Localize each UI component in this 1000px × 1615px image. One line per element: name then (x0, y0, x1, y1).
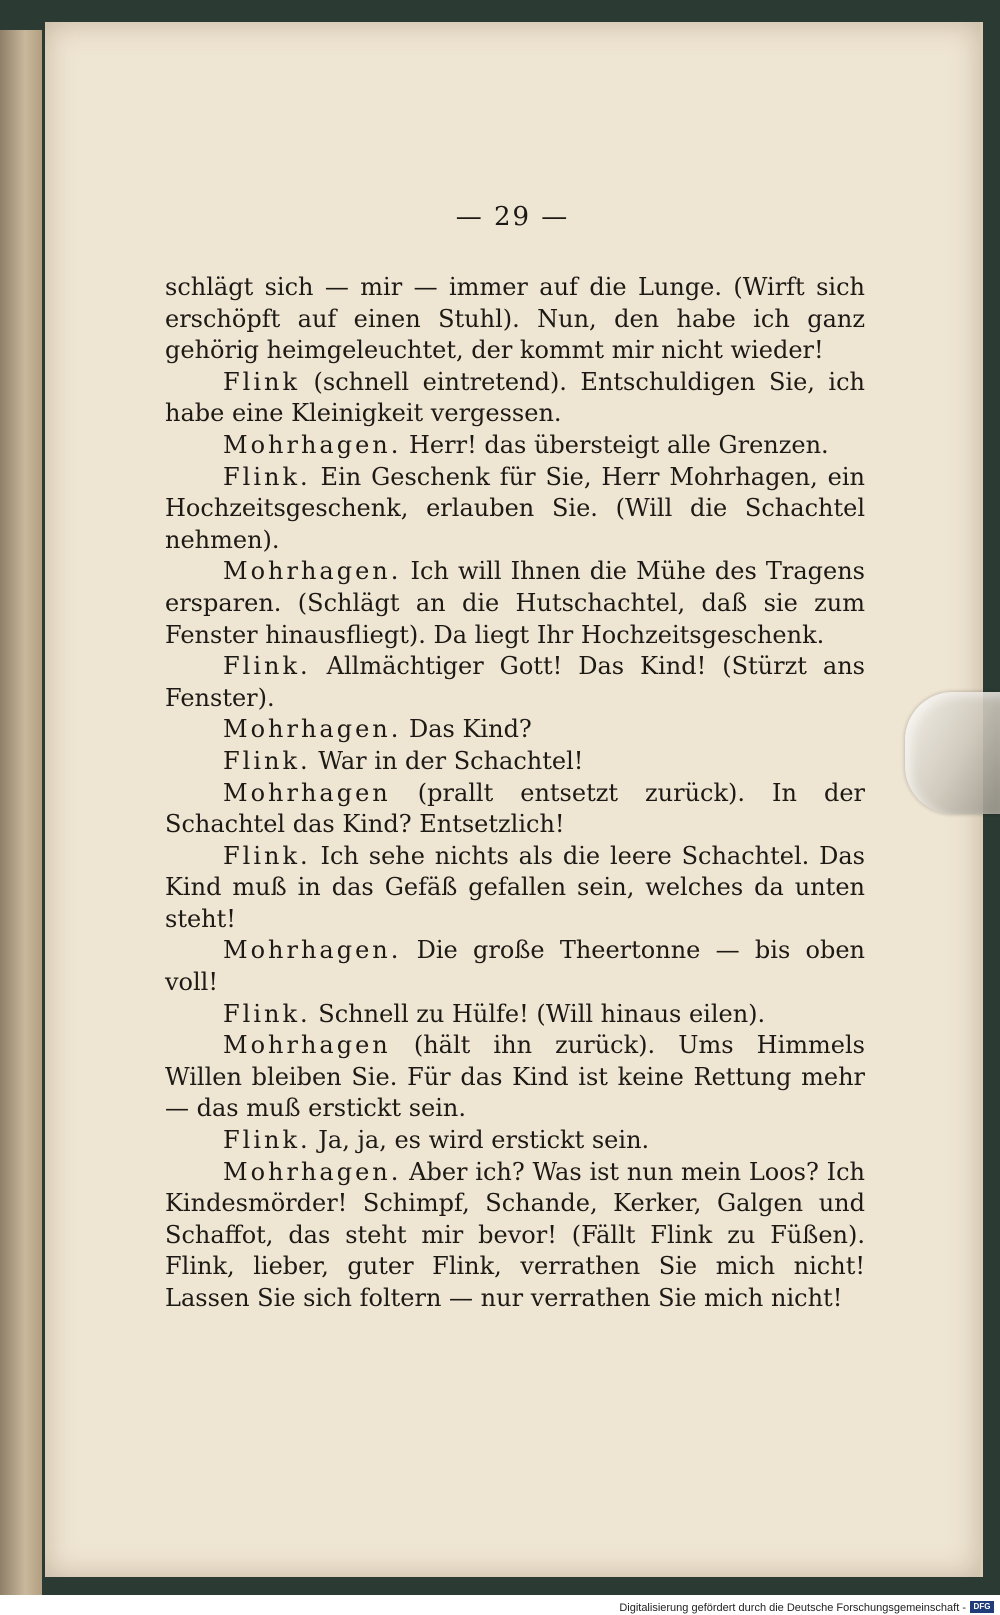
paragraph-text: War in der Schachtel! (310, 746, 584, 775)
speaker-name: Mohrhagen. (223, 715, 402, 744)
thumb-clip-image (905, 692, 1000, 814)
paragraph (165, 999, 865, 1031)
paragraph-text: Ja, ja, es wird erstickt sein. (310, 1126, 650, 1155)
speaker-name: Mohrhagen. (223, 430, 402, 459)
speaker-name: Flink. (223, 746, 311, 775)
paragraph (165, 841, 865, 936)
paragraph (165, 367, 865, 430)
paragraph (165, 935, 865, 998)
paragraph-text: Schnell zu Hülfe! (Will hinaus eilen). (310, 999, 766, 1028)
paragraph (165, 746, 865, 778)
paragraph (165, 778, 865, 841)
paragraph (165, 462, 865, 557)
footer-credit: Digitalisierung gefördert durch die Deutsche Forschungsgemeinschaft - (619, 1601, 966, 1614)
paragraph-text: (prallt entsetzt zurück). In der Schachtel das Kind? Entsetzlich! (165, 778, 865, 839)
paragraph (165, 1157, 865, 1315)
speaker-name: Mohrhagen. (223, 936, 402, 965)
paragraph (165, 714, 865, 746)
page-number: — 29 — (455, 202, 570, 232)
footer-bar (0, 1595, 1000, 1615)
paragraph-text: Ein Geschenk für Sie, Herr Mohrhagen, ein Hochzeitsgeschenk, erlauben Sie. (Will die Schachtel nehmen). (165, 462, 865, 554)
left-page-edge (0, 30, 42, 1595)
speaker-name: Mohrhagen. (223, 557, 402, 586)
paragraph-text: Ich sehe nichts als die leere Schachtel. Das Kind muß in das Gefäß gefallen sein, welches da unten steht! (165, 841, 865, 933)
book-page (45, 22, 983, 1577)
text-block (165, 272, 865, 1315)
paragraph-text: schlägt sich — mir — immer auf die Lunge. (Wirft sich erschöpft auf einen Stuhl). Nun, den habe ich ganz gehörig heimgeleuchtet, der kommt mir nicht wieder! (165, 273, 865, 365)
speaker-name: Mohrhagen. (223, 1157, 402, 1186)
paragraph-text: Die große Theertonne — bis oben voll! (165, 936, 865, 997)
speaker-name: Flink (223, 367, 301, 396)
speaker-name: Mohrhagen (223, 1031, 391, 1060)
paragraph (165, 272, 865, 367)
paragraph (165, 1030, 865, 1125)
paragraph-text: Ich will Ihnen die Mühe des Tragens ersparen. (Schlägt an die Hutschachtel, daß sie zum Fenster hinausfliegt). Da liegt Ihr Hochzeitsgeschenk. (165, 557, 865, 649)
speaker-name: Mohrhagen (223, 778, 391, 807)
speaker-name: Flink. (223, 841, 311, 870)
paragraph-text: Herr! das übersteigt alle Grenzen. (401, 430, 829, 459)
paragraph (165, 430, 865, 462)
paragraph (165, 556, 865, 651)
speaker-name: Flink. (223, 462, 311, 491)
paragraph-text: Das Kind? (401, 715, 532, 744)
paragraph-text: Aber ich? Was ist nun mein Loos? Ich Kindesmörder! Schimpf, Schande, Kerker, Galgen und Schaffot, das steht mir bevor! (Fällt Flink zu Füßen). Flink, lieber, guter Flink, verrathen Sie mich nicht! Lassen Sie sich foltern — nur verrathen Sie mich nicht! (165, 1157, 865, 1312)
speaker-name: Flink. (223, 999, 311, 1028)
speaker-name: Flink. (223, 652, 311, 681)
speaker-name: Flink. (223, 1126, 311, 1155)
paragraph-text: (hält ihn zurück). Ums Himmels Willen bleiben Sie. Für das Kind ist keine Rettung mehr — das muß erstickt sein. (165, 1031, 865, 1123)
paragraph-text: Allmächtiger Gott! Das Kind! (Stürzt ans Fenster). (165, 652, 865, 712)
paragraph-text: (schnell eintretend). Entschuldigen Sie, ich habe eine Kleinigkeit vergessen. (165, 367, 865, 428)
paragraph (165, 1125, 865, 1157)
paragraph (165, 651, 865, 714)
dfg-logo-icon: DFG (970, 1601, 994, 1613)
